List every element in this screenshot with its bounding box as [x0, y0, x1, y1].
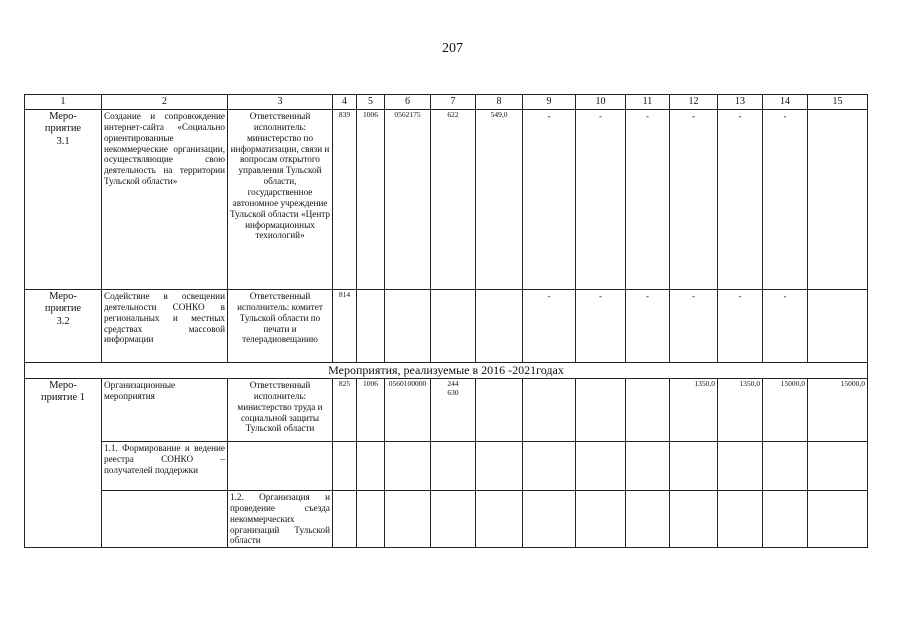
cell: [431, 290, 476, 363]
cell: 1350,0: [718, 379, 763, 442]
cell: [476, 491, 523, 548]
col-header: 10: [576, 95, 626, 110]
cell: [385, 491, 431, 548]
col-header: 6: [385, 95, 431, 110]
cell: 1350,0: [670, 379, 718, 442]
col-header: 12: [670, 95, 718, 110]
table-row: [25, 110, 868, 290]
col-header: 4: [333, 95, 357, 110]
cell: [670, 491, 718, 548]
col-header: 14: [763, 95, 808, 110]
cell: [431, 491, 476, 548]
cell: 0560100000: [385, 379, 431, 442]
cell: [385, 290, 431, 363]
event-name: Содействие в освещении деятельности СОНКО в региональных и местных средствах массовой информации: [102, 290, 228, 363]
table-row: [25, 491, 868, 548]
cell: [476, 290, 523, 363]
sub-event-name: 1.2. Организация и проведение съезда некоммерческих организаций Тульской области: [228, 491, 333, 548]
responsible-executor: Ответственный исполнитель: комитет Тульской области по печати и телерадиовещанию: [228, 290, 333, 363]
col-header: 9: [523, 95, 576, 110]
cell: [576, 379, 626, 442]
col-header: 7: [431, 95, 476, 110]
cell: -: [670, 290, 718, 363]
cell: [431, 442, 476, 491]
cell: 839: [333, 110, 357, 290]
cell: [357, 290, 385, 363]
cell: 15000,0: [808, 379, 868, 442]
cell: -: [670, 110, 718, 290]
cell: -: [718, 110, 763, 290]
cell: [718, 491, 763, 548]
col-header: 8: [476, 95, 523, 110]
cell: [523, 491, 576, 548]
cell: [576, 491, 626, 548]
cell: -: [763, 110, 808, 290]
col-header: 13: [718, 95, 763, 110]
cell: [808, 290, 868, 363]
event-label: Меро- приятие 3.2: [25, 290, 102, 363]
section-row: [25, 363, 868, 379]
cell: -: [763, 290, 808, 363]
cell: [576, 442, 626, 491]
cell: [626, 442, 670, 491]
cell: -: [576, 110, 626, 290]
col-header: 2: [102, 95, 228, 110]
cell: [357, 491, 385, 548]
responsible-executor: Ответственный исполнитель: министерство по информатизации, связи и вопросам открытого управления Тульской области, государственное автономное учреждение Тульской области «Центр информационных технологий»: [228, 110, 333, 290]
cell: [385, 442, 431, 491]
cell: [808, 110, 868, 290]
cell: [476, 379, 523, 442]
cell: 814: [333, 290, 357, 363]
cell: [476, 442, 523, 491]
cell: [808, 442, 868, 491]
cell: 0562175: [385, 110, 431, 290]
event-label: Меро- приятие 1: [25, 379, 102, 548]
col-header: 15: [808, 95, 868, 110]
cell: [808, 491, 868, 548]
cell: [763, 442, 808, 491]
cell: 244 630: [431, 379, 476, 442]
cell: 622: [431, 110, 476, 290]
cell: [670, 442, 718, 491]
page-number: 207: [442, 41, 463, 56]
table-row: [25, 290, 868, 363]
cell: [763, 491, 808, 548]
cell: -: [626, 110, 670, 290]
cell: [523, 379, 576, 442]
event-name: Создание и сопровождение интернет-сайта «Социально ориентированные некоммерческие организации, осуществляющие свою деятельность на территории Тульской области»: [102, 110, 228, 290]
event-label: Меро- приятие 3.1: [25, 110, 102, 290]
cell: 15000,0: [763, 379, 808, 442]
cell: -: [718, 290, 763, 363]
responsible-executor: Ответственный исполнитель: министерство труда и социальной защиты Тульской области: [228, 379, 333, 442]
cell: -: [626, 290, 670, 363]
cell: 1006: [357, 379, 385, 442]
col-header: 11: [626, 95, 670, 110]
cell: [626, 379, 670, 442]
col-header: 5: [357, 95, 385, 110]
cell: [523, 442, 576, 491]
cell: [333, 442, 357, 491]
cell: [357, 442, 385, 491]
col-header: 3: [228, 95, 333, 110]
cell: [228, 442, 333, 491]
sub-event-name: 1.1. Формирование и ведение реестра СОНКО – получателей поддержки: [102, 442, 228, 491]
header-row: [25, 95, 868, 110]
cell: 825: [333, 379, 357, 442]
table-row: [25, 379, 868, 442]
cell: [333, 491, 357, 548]
cell: -: [523, 110, 576, 290]
event-name: Организационные мероприятия: [102, 379, 228, 442]
section-title: Мероприятия, реализуемые в 2016 -2021годах: [25, 363, 868, 379]
col-header: 1: [25, 95, 102, 110]
table-row: [25, 442, 868, 491]
cell: [626, 491, 670, 548]
cell: 1006: [357, 110, 385, 290]
program-table: [24, 94, 868, 548]
cell: 549,0: [476, 110, 523, 290]
cell: -: [576, 290, 626, 363]
cell: [102, 491, 228, 548]
cell: [718, 442, 763, 491]
cell: -: [523, 290, 576, 363]
